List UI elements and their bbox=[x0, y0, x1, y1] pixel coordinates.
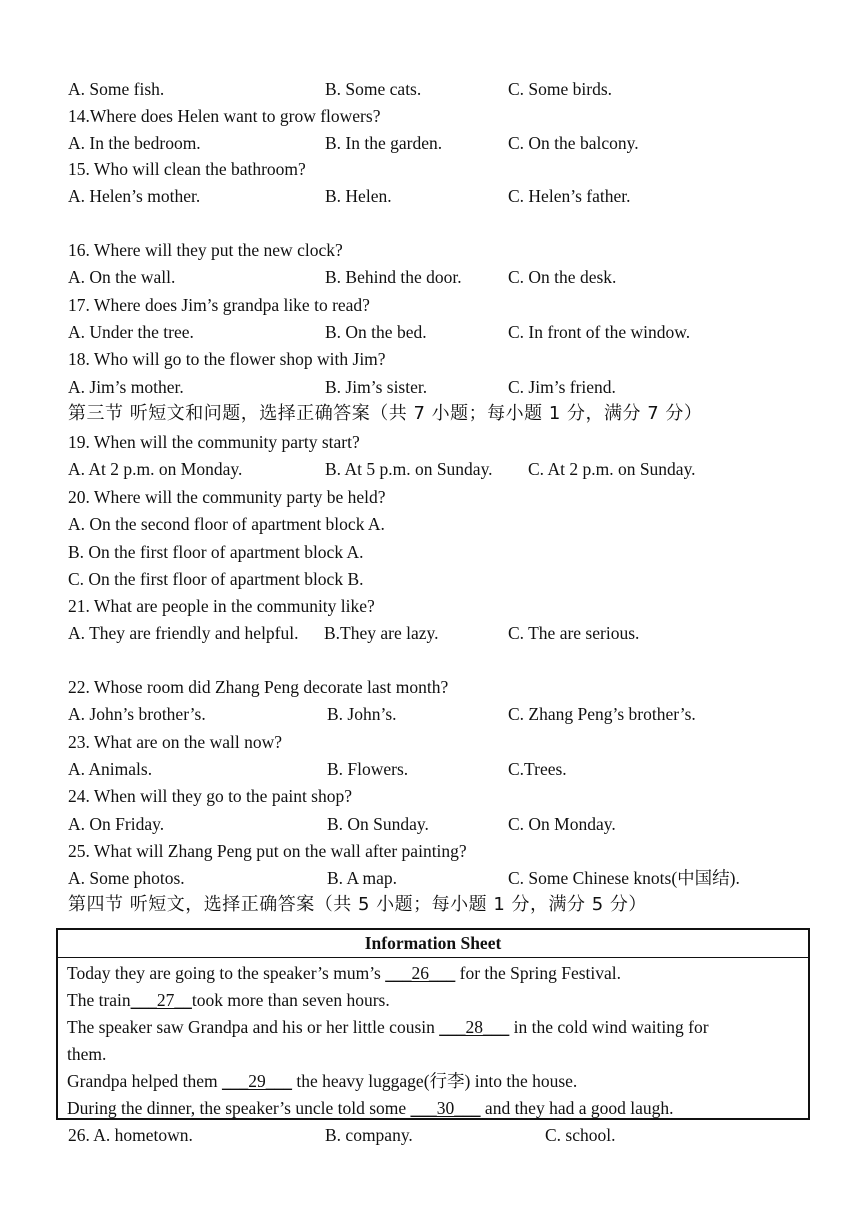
q16-option-c: C. On the desk. bbox=[508, 267, 617, 287]
q23-option-c: C.Trees. bbox=[508, 759, 567, 779]
q23-option-b: B. Flowers. bbox=[327, 759, 409, 779]
q15-option-b: B. Helen. bbox=[325, 186, 392, 206]
blank-27: ___27__ bbox=[130, 990, 192, 1010]
q20-option-a: A. On the second floor of apartment block A. bbox=[68, 514, 385, 534]
q13-option-b: B. Some cats. bbox=[325, 79, 422, 99]
q17-question: 17. Where does Jim’s grandpa like to read? bbox=[68, 295, 370, 315]
q21-option-c: C. The are serious. bbox=[508, 623, 640, 643]
info-row-text: The speaker saw Grandpa and his or her little cousin bbox=[67, 1017, 440, 1037]
q17-option-b: B. On the bed. bbox=[325, 322, 427, 342]
q19-question: 19. When will the community party start? bbox=[68, 432, 360, 452]
info-row-text: for the Spring Festival. bbox=[455, 963, 621, 983]
info-row-text: Today they are going to the speaker’s mum’s bbox=[67, 963, 386, 983]
q23-question: 23. What are on the wall now? bbox=[68, 732, 282, 752]
q15-question: 15. Who will clean the bathroom? bbox=[68, 159, 306, 179]
q17-option-a: A. Under the tree. bbox=[68, 322, 194, 342]
q18-option-b: B. Jim’s sister. bbox=[325, 377, 428, 397]
info-row-30 bbox=[67, 1097, 673, 1119]
info-row-text: Grandpa helped them bbox=[67, 1071, 223, 1091]
q13-option-a: A. Some fish. bbox=[68, 79, 165, 99]
q14-option-c: C. On the balcony. bbox=[508, 133, 639, 153]
q21-option-b: B.They are lazy. bbox=[324, 623, 439, 643]
q26-option-b: B. company. bbox=[325, 1125, 413, 1145]
info-row-28-cont bbox=[67, 1043, 106, 1065]
q26-option-a: 26. A. hometown. bbox=[68, 1125, 193, 1145]
q15-option-a: A. Helen’s mother. bbox=[68, 186, 201, 206]
section-4-heading: 第四节 听短文，选择正确答案（共 5 小题；每小题 1 分，满分 5 分） bbox=[68, 894, 647, 915]
info-row-text: took more than seven hours. bbox=[191, 990, 390, 1010]
q19-option-c: C. At 2 p.m. on Sunday. bbox=[528, 459, 696, 479]
q18-question: 18. Who will go to the flower shop with Jim? bbox=[68, 349, 386, 369]
q13-option-c: C. Some birds. bbox=[508, 79, 613, 99]
blank-26: ___26___ bbox=[385, 963, 456, 983]
info-row-text: in the cold wind waiting for bbox=[509, 1017, 709, 1037]
section-3-heading: 第三节 听短文和问题，选择正确答案（共 7 小题；每小题 1 分，满分 7 分） bbox=[68, 403, 703, 424]
q21-option-a: A. They are friendly and helpful. bbox=[68, 623, 299, 643]
q25-option-a: A. Some photos. bbox=[68, 868, 185, 888]
q19-option-b: B. At 5 p.m. on Sunday. bbox=[325, 459, 493, 479]
q26-option-c: C. school. bbox=[545, 1125, 616, 1145]
q25-option-b: B. A map. bbox=[327, 868, 398, 888]
q17-option-c: C. In front of the window. bbox=[508, 322, 691, 342]
q15-option-c: C. Helen’s father. bbox=[508, 186, 631, 206]
q20-option-c: C. On the first floor of apartment block B. bbox=[68, 569, 364, 589]
q19-option-a: A. At 2 p.m. on Monday. bbox=[68, 459, 243, 479]
q24-question: 24. When will they go to the paint shop? bbox=[68, 786, 353, 806]
info-row-28 bbox=[67, 1016, 709, 1038]
information-sheet-title: Information Sheet bbox=[58, 930, 808, 958]
q16-option-b: B. Behind the door. bbox=[325, 267, 462, 287]
info-row-text: and they had a good laugh. bbox=[480, 1098, 674, 1118]
q18-option-a: A. Jim’s mother. bbox=[68, 377, 184, 397]
blank-28: ___28___ bbox=[439, 1017, 510, 1037]
q16-question: 16. Where will they put the new clock? bbox=[68, 240, 343, 260]
q24-option-c: C. On Monday. bbox=[508, 814, 616, 834]
q16-option-a: A. On the wall. bbox=[68, 267, 176, 287]
q25-question: 25. What will Zhang Peng put on the wall after painting? bbox=[68, 841, 467, 861]
q23-option-a: A. Animals. bbox=[68, 759, 153, 779]
info-row-29 bbox=[67, 1070, 577, 1092]
info-row-text: The train bbox=[67, 990, 131, 1010]
q24-option-a: A. On Friday. bbox=[68, 814, 165, 834]
q22-question: 22. Whose room did Zhang Peng decorate last month? bbox=[68, 677, 449, 697]
q22-option-b: B. John’s. bbox=[327, 704, 397, 724]
q25-option-c: C. Some Chinese knots(中国结). bbox=[508, 868, 740, 888]
info-row-text: them. bbox=[67, 1044, 107, 1064]
q20-option-b: B. On the first floor of apartment block A. bbox=[68, 542, 364, 562]
information-sheet bbox=[56, 928, 810, 1120]
q20-question: 20. Where will the community party be held? bbox=[68, 487, 386, 507]
q14-question: 14.Where does Helen want to grow flowers? bbox=[68, 106, 381, 126]
info-row-text: the heavy luggage(行李) into the house. bbox=[292, 1071, 578, 1091]
info-row-27 bbox=[67, 989, 390, 1011]
blank-29: ___29___ bbox=[222, 1071, 293, 1091]
q22-option-a: A. John’s brother’s. bbox=[68, 704, 206, 724]
q21-question: 21. What are people in the community like? bbox=[68, 596, 375, 616]
q18-option-c: C. Jim’s friend. bbox=[508, 377, 616, 397]
q24-option-b: B. On Sunday. bbox=[327, 814, 429, 834]
info-row-text: During the dinner, the speaker’s uncle told some bbox=[67, 1098, 411, 1118]
q22-option-c: C. Zhang Peng’s brother’s. bbox=[508, 704, 696, 724]
info-row-26 bbox=[67, 962, 621, 984]
blank-30: ___30___ bbox=[410, 1098, 481, 1118]
q14-option-a: A. In the bedroom. bbox=[68, 133, 201, 153]
q14-option-b: B. In the garden. bbox=[325, 133, 443, 153]
